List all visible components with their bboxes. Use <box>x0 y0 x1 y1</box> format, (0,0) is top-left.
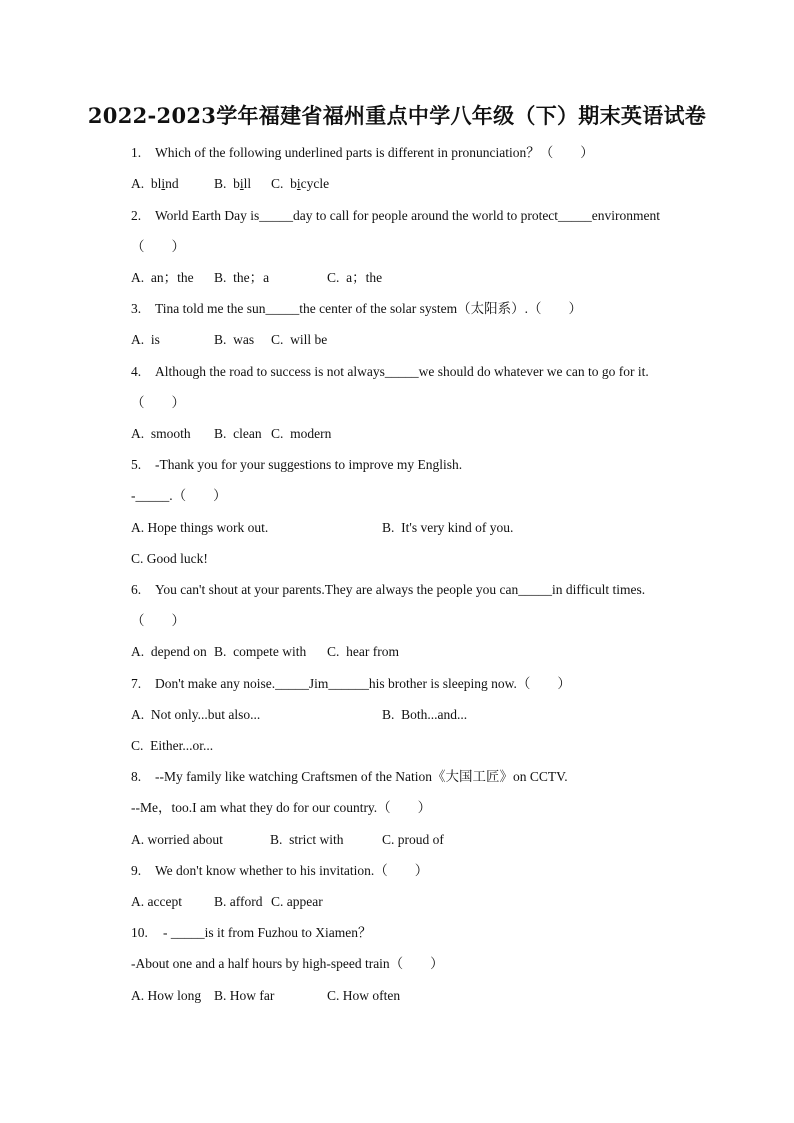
option-a[interactable]: A. smooth <box>131 426 191 441</box>
option-c[interactable]: C. How often <box>327 988 401 1003</box>
option-a[interactable]: A. blind <box>131 176 179 191</box>
option-b[interactable]: B. How far <box>214 988 275 1003</box>
page-title: 2022-2023学年福建省福州重点中学八年级（下）期末英语试卷 <box>87 103 707 128</box>
option-a[interactable]: A. How long <box>131 988 202 1003</box>
question-3-stem: 3. Tina told me the sun_____the center of the solar system（太阳系）.（ ） <box>131 301 582 316</box>
option-a[interactable]: A. Not only...but also... <box>131 707 261 722</box>
option-a[interactable]: A. an；the <box>131 270 194 285</box>
question-2-continuation: （ ） <box>131 239 185 254</box>
question-5-stem: 5. -Thank you for your suggestions to improve my English. <box>131 457 463 472</box>
option-c[interactable]: C. a；the <box>327 270 383 285</box>
option-b[interactable]: B. afford <box>214 894 263 909</box>
question-10-continuation: -About one and a half hours by high-speed train（ ） <box>131 956 444 971</box>
option-b[interactable]: B. the；a <box>214 270 270 285</box>
option-c[interactable]: C. bicycle <box>271 176 330 191</box>
question-7-stem: 7. Don't make any noise._____Jim______his brother is sleeping now.（ ） <box>131 676 571 691</box>
question-9-stem: 9. We don't know whether to his invitation.（ ） <box>131 863 429 878</box>
question-4-continuation: （ ） <box>131 395 185 410</box>
option-c[interactable]: C. hear from <box>327 644 399 659</box>
option-b[interactable]: B. Both...and... <box>382 707 468 722</box>
question-6-continuation: （ ） <box>131 613 185 628</box>
option-b[interactable]: B. strict with <box>270 832 344 847</box>
question-5-option-c[interactable]: C. Good luck! <box>131 551 208 566</box>
option-b[interactable]: B. bill <box>214 176 252 191</box>
option-b[interactable]: B. clean <box>214 426 262 441</box>
question-7-option-c[interactable]: C. Either...or... <box>131 738 214 753</box>
question-5-continuation: -_____.（ ） <box>131 488 227 503</box>
option-b[interactable]: B. was <box>214 332 255 347</box>
option-c[interactable]: C. modern <box>271 426 332 441</box>
option-c[interactable]: C. will be <box>271 332 328 347</box>
question-10-stem: 10. - _____is it from Fuzhou to Xiamen？ <box>131 925 372 940</box>
question-4-stem: 4. Although the road to success is not always_____we should do whatever we can to go for it. <box>131 364 649 379</box>
option-a[interactable]: A. accept <box>131 894 182 909</box>
question-1-stem: 1. Which of the following underlined parts is different in pronunciation？（ ） <box>131 145 594 160</box>
option-c[interactable]: C. appear <box>271 894 323 909</box>
option-a[interactable]: A. Hope things work out. <box>131 520 269 535</box>
option-b[interactable]: B. It's very kind of you. <box>382 520 514 535</box>
question-8-continuation: --Me，too.I am what they do for our country.（ ） <box>131 800 432 815</box>
question-6-stem: 6. You can't shout at your parents.They are always the people you can_____in difficult times. <box>131 582 646 597</box>
option-a[interactable]: A. worried about <box>131 832 223 847</box>
question-8-stem: 8. --My family like watching Craftsmen of the Nation《大国工匠》on CCTV. <box>131 769 568 784</box>
option-a[interactable]: A. depend on <box>131 644 207 659</box>
option-a[interactable]: A. is <box>131 332 160 347</box>
option-b[interactable]: B. compete with <box>214 644 307 659</box>
option-c[interactable]: C. proud of <box>382 832 444 847</box>
question-2-stem: 2. World Earth Day is_____day to call for people around the world to protect_____environment <box>131 208 661 223</box>
